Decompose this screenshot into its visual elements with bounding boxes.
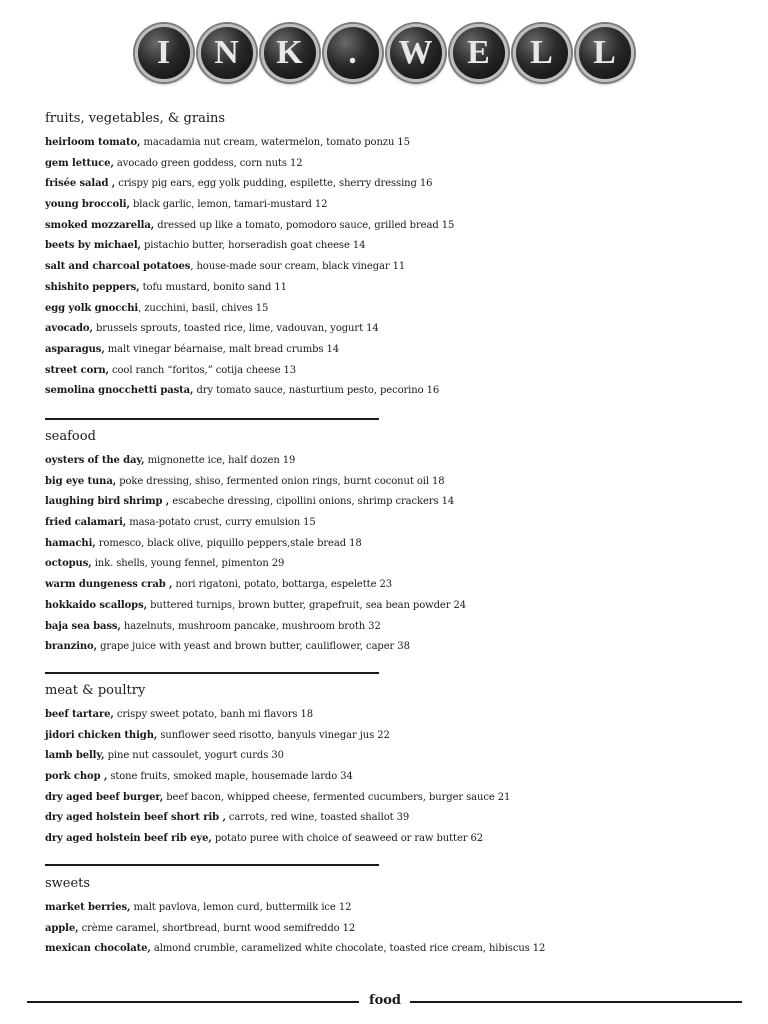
dish-description: malt vinegar béarnaise, malt bread crumbs 14 [104, 343, 340, 355]
section-title: sweets [45, 876, 91, 891]
dish-description: potato puree with choice of seaweed or raw butter 62 [211, 833, 484, 845]
dish-name: apple, [45, 922, 79, 934]
dish-description: malt pavlova, lemon curd, buttermilk ice 12 [130, 902, 352, 913]
dish-description: , zucchini, basil, chives 15 [138, 302, 269, 314]
dish-description: ink. shells, young fennel, pimenton 29 [91, 558, 285, 570]
dish-name: big eye tuna, [45, 475, 117, 487]
dish-name: semolina gnocchetti pasta, [45, 385, 194, 397]
dish-name: market berries, [45, 902, 131, 913]
section-fruits-vegetables-grains [45, 110, 745, 402]
dish-description: grape juice with yeast and brown butter, cauliflower, caper 38 [97, 641, 410, 653]
logo-key-w: W [387, 24, 445, 82]
menu-item [45, 637, 745, 658]
section-divider [45, 672, 379, 674]
footer-rule-left [27, 1001, 359, 1003]
menu-item [45, 299, 745, 320]
dish-name: laughing bird shrimp , [45, 496, 170, 508]
menu-item [45, 829, 745, 850]
dish-description: macadamia nut cream, watermelon, tomato ponzu 15 [140, 137, 410, 148]
section-seafood [45, 428, 745, 658]
dish-description: nori rigatoni, potato, bottarga, espelette 23 [172, 579, 393, 591]
menu-item [45, 174, 745, 195]
dish-name: hamachi, [45, 537, 96, 549]
dish-description: hazelnuts, mushroom pancake, mushroom broth 32 [120, 620, 381, 632]
menu-item [45, 746, 745, 767]
dish-name: salt and charcoal potatoes [45, 261, 191, 273]
logo-key-i: I [135, 24, 193, 82]
dish-name: baja sea bass, [45, 620, 121, 632]
dish-description: crispy pig ears, egg yolk pudding, espilette, sherry dressing 16 [115, 178, 433, 190]
menu-item [45, 788, 745, 809]
menu-item [45, 939, 745, 960]
section-sweets [45, 875, 745, 960]
dish-description: sunflower seed risotto, banyuls vinegar jus 22 [157, 729, 390, 741]
section-title: fruits, vegetables, & grains [45, 111, 226, 126]
menu-item [45, 472, 745, 493]
menu-item [45, 361, 745, 382]
menu-item [45, 257, 745, 278]
dish-name: beets by michael, [45, 240, 141, 252]
menu-item [45, 898, 745, 919]
dish-description: tofu mustard, bonito sand 11 [139, 281, 287, 293]
dish-description: poke dressing, shiso, fermented onion rings, burnt coconut oil 18 [116, 475, 445, 487]
dish-description: buttered turnips, brown butter, grapefruit, sea bean powder 24 [147, 599, 466, 611]
dish-description: escabeche dressing, cipollini onions, shrimp crackers 14 [169, 496, 455, 508]
menu-item [45, 236, 745, 257]
logo-key-n: N [198, 24, 256, 82]
menu-item [45, 808, 745, 829]
dish-description: dressed up like a tomato, pomodoro sauce, grilled bread 15 [154, 219, 455, 231]
dish-name: beef tartare, [45, 709, 114, 720]
menu-item [45, 575, 745, 596]
dish-description: pine nut cassoulet, yogurt curds 30 [104, 750, 284, 762]
ink-well-logo [0, 24, 768, 82]
dish-description: carrots, red wine, toasted shallot 39 [225, 812, 410, 824]
menu-item [45, 554, 745, 575]
section-meat-poultry [45, 682, 745, 850]
dish-description: cool ranch “foritos,” cotija cheese 13 [108, 364, 296, 376]
dish-description: masa-potato crust, curry emulsion 15 [126, 517, 316, 529]
dish-name: pork chop , [45, 771, 108, 783]
dish-name: gem lettuce, [45, 157, 114, 169]
dish-description: dry tomato sauce, nasturtium pesto, pecorino 16 [193, 385, 440, 397]
dish-name: dry aged beef burger, [45, 791, 164, 803]
menu-item [45, 726, 745, 747]
menu-item [45, 513, 745, 534]
dish-name: egg yolk gnocchi [45, 302, 139, 314]
dish-name: asparagus, [45, 343, 105, 355]
dish-name: avocado, [45, 323, 93, 335]
dish-name: mexican chocolate, [45, 943, 151, 955]
dish-name: warm dungeness crab , [45, 579, 173, 591]
menu-item [45, 492, 745, 513]
logo-key-l2: L [576, 24, 634, 82]
dish-description: stone fruits, smoked maple, housemade lardo 34 [107, 771, 353, 783]
menu-item [45, 919, 745, 940]
dish-description: beef bacon, whipped cheese, fermented cucumbers, burger sauce 21 [163, 791, 511, 803]
menu-item [45, 617, 745, 638]
menu-item [45, 319, 745, 340]
dish-description: black garlic, lemon, tamari-mustard 12 [129, 199, 328, 211]
dish-name: frisée salad , [45, 178, 116, 190]
menu-item [45, 278, 745, 299]
dish-description: crème caramel, shortbread, burnt wood semifreddo 12 [78, 922, 356, 934]
menu-item [45, 596, 745, 617]
dish-name: branzino, [45, 641, 98, 653]
dish-description: pistachio butter, horseradish goat cheese 14 [140, 240, 366, 252]
menu-item [45, 381, 745, 402]
menu-item [45, 154, 745, 175]
menu-item [45, 195, 745, 216]
dish-name: heirloom tomato, [45, 137, 141, 148]
menu-item [45, 767, 745, 788]
dish-name: young broccoli, [45, 199, 130, 211]
logo-key-l1: L [513, 24, 571, 82]
dish-description: almond crumble, caramelized white chocolate, toasted rice cream, hibiscus 12 [150, 943, 546, 955]
dish-name: jidori chicken thigh, [45, 729, 158, 741]
dish-name: street corn, [45, 364, 109, 376]
section-title: meat & poultry [45, 683, 146, 698]
dish-name: shishito peppers, [45, 281, 140, 293]
dish-description: , house-made sour cream, black vinegar 11 [190, 261, 406, 273]
section-title: seafood [45, 429, 96, 444]
dish-name: dry aged holstein beef short rib , [45, 812, 226, 824]
dish-name: dry aged holstein beef rib eye, [45, 833, 212, 845]
dish-name: smoked mozzarella, [45, 219, 155, 231]
dish-description: crispy sweet potato, banh mi flavors 18 [113, 709, 314, 720]
section-divider [45, 418, 379, 420]
dish-name: octopus, [45, 558, 92, 570]
logo-key-e: E [450, 24, 508, 82]
dish-description: romesco, black olive, piquillo peppers,stale bread 18 [95, 537, 362, 549]
footer-rule-right [410, 1001, 742, 1003]
menu-item [45, 451, 745, 472]
dish-name: lamb belly, [45, 750, 105, 762]
menu-item [45, 534, 745, 555]
footer-label: food [368, 993, 402, 1008]
menu-item [45, 133, 745, 154]
dish-description: brussels sprouts, toasted rice, lime, vadouvan, yogurt 14 [92, 323, 379, 335]
dish-description: avocado green goddess, corn nuts 12 [113, 157, 303, 169]
menu-item [45, 340, 745, 361]
menu-item [45, 216, 745, 237]
logo-key-k: K [261, 24, 319, 82]
dish-name: oysters of the day, [45, 455, 145, 466]
menu-item [45, 705, 745, 726]
dish-name: hokkaido scallops, [45, 599, 147, 611]
dish-description: mignonette ice, half dozen 19 [144, 455, 296, 466]
logo-key-dot: . [324, 24, 382, 82]
section-divider [45, 864, 379, 866]
dish-name: fried calamari, [45, 517, 127, 529]
